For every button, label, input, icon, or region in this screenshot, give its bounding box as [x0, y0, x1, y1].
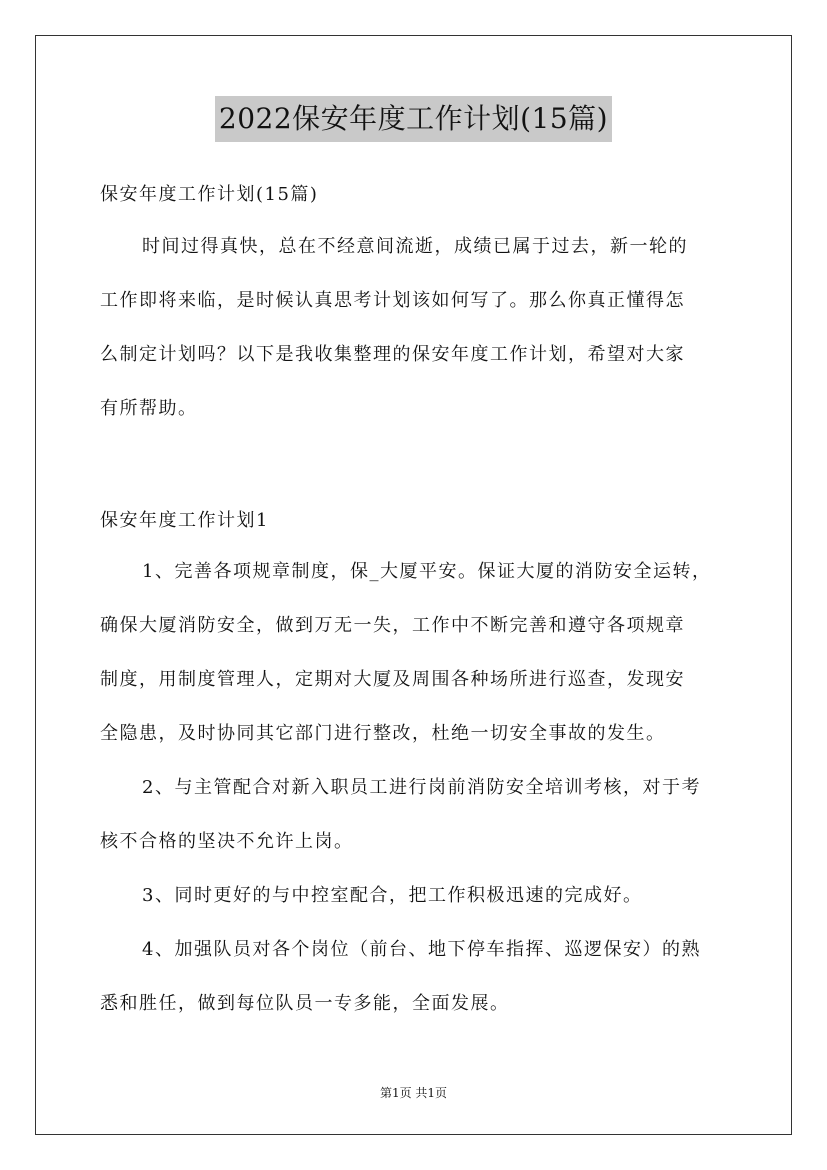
paragraph-line: 3、同时更好的与中控室配合，把工作积极迅速的完成好。 [142, 885, 643, 906]
paragraph-line: 核不合格的坚决不允许上岗。 [100, 831, 354, 852]
paragraph-line: 制度，用制度管理人，定期对大厦及周围各种场所进行巡查，发现安 [100, 669, 685, 690]
paragraph-line: 有所帮助。 [100, 398, 198, 419]
paragraph-line: 2、与主管配合对新入职员工进行岗前消防安全培训考核，对于考 [142, 777, 701, 798]
paragraph-line: 悉和胜任，做到每位队员一专多能，全面发展。 [100, 993, 510, 1014]
page-footer: 第1页 共1页 [379, 1086, 448, 1100]
item-4-paragraph [100, 935, 740, 1043]
paragraph-line: 1、完善各项规章制度，保_大厦平安。保证大厦的消防安全运转， [142, 561, 712, 582]
paragraph-line: 时间过得真快，总在不经意间流逝，成绩已属于过去，新一轮的 [142, 236, 688, 257]
section-heading: 保安年度工作计划1 [100, 510, 269, 531]
paragraph-line: 全隐患，及时协同其它部门进行整改，杜绝一切安全事故的发生。 [100, 723, 666, 744]
intro-paragraph [100, 232, 740, 448]
document-subtitle: 保安年度工作计划(15篇) [100, 184, 319, 205]
item-3-paragraph [100, 881, 740, 935]
paragraph-line: 4、加强队员对各个岗位（前台、地下停车指挥、巡逻保安）的熟 [142, 939, 701, 960]
document-title: 2022保安年度工作计划(15篇) [215, 96, 612, 142]
title-container [0, 96, 827, 142]
paragraph-line: 确保大厦消防安全，做到万无一失，工作中不断完善和遵守各项规章 [100, 615, 685, 636]
item-2-paragraph [100, 773, 740, 881]
paragraph-line: 工作即将来临，是时候认真思考计划该如何写了。那么你真正懂得怎 [100, 290, 685, 311]
paragraph-line: 么制定计划吗？以下是我收集整理的保安年度工作计划，希望对大家 [100, 344, 685, 365]
item-1-paragraph [100, 557, 740, 773]
